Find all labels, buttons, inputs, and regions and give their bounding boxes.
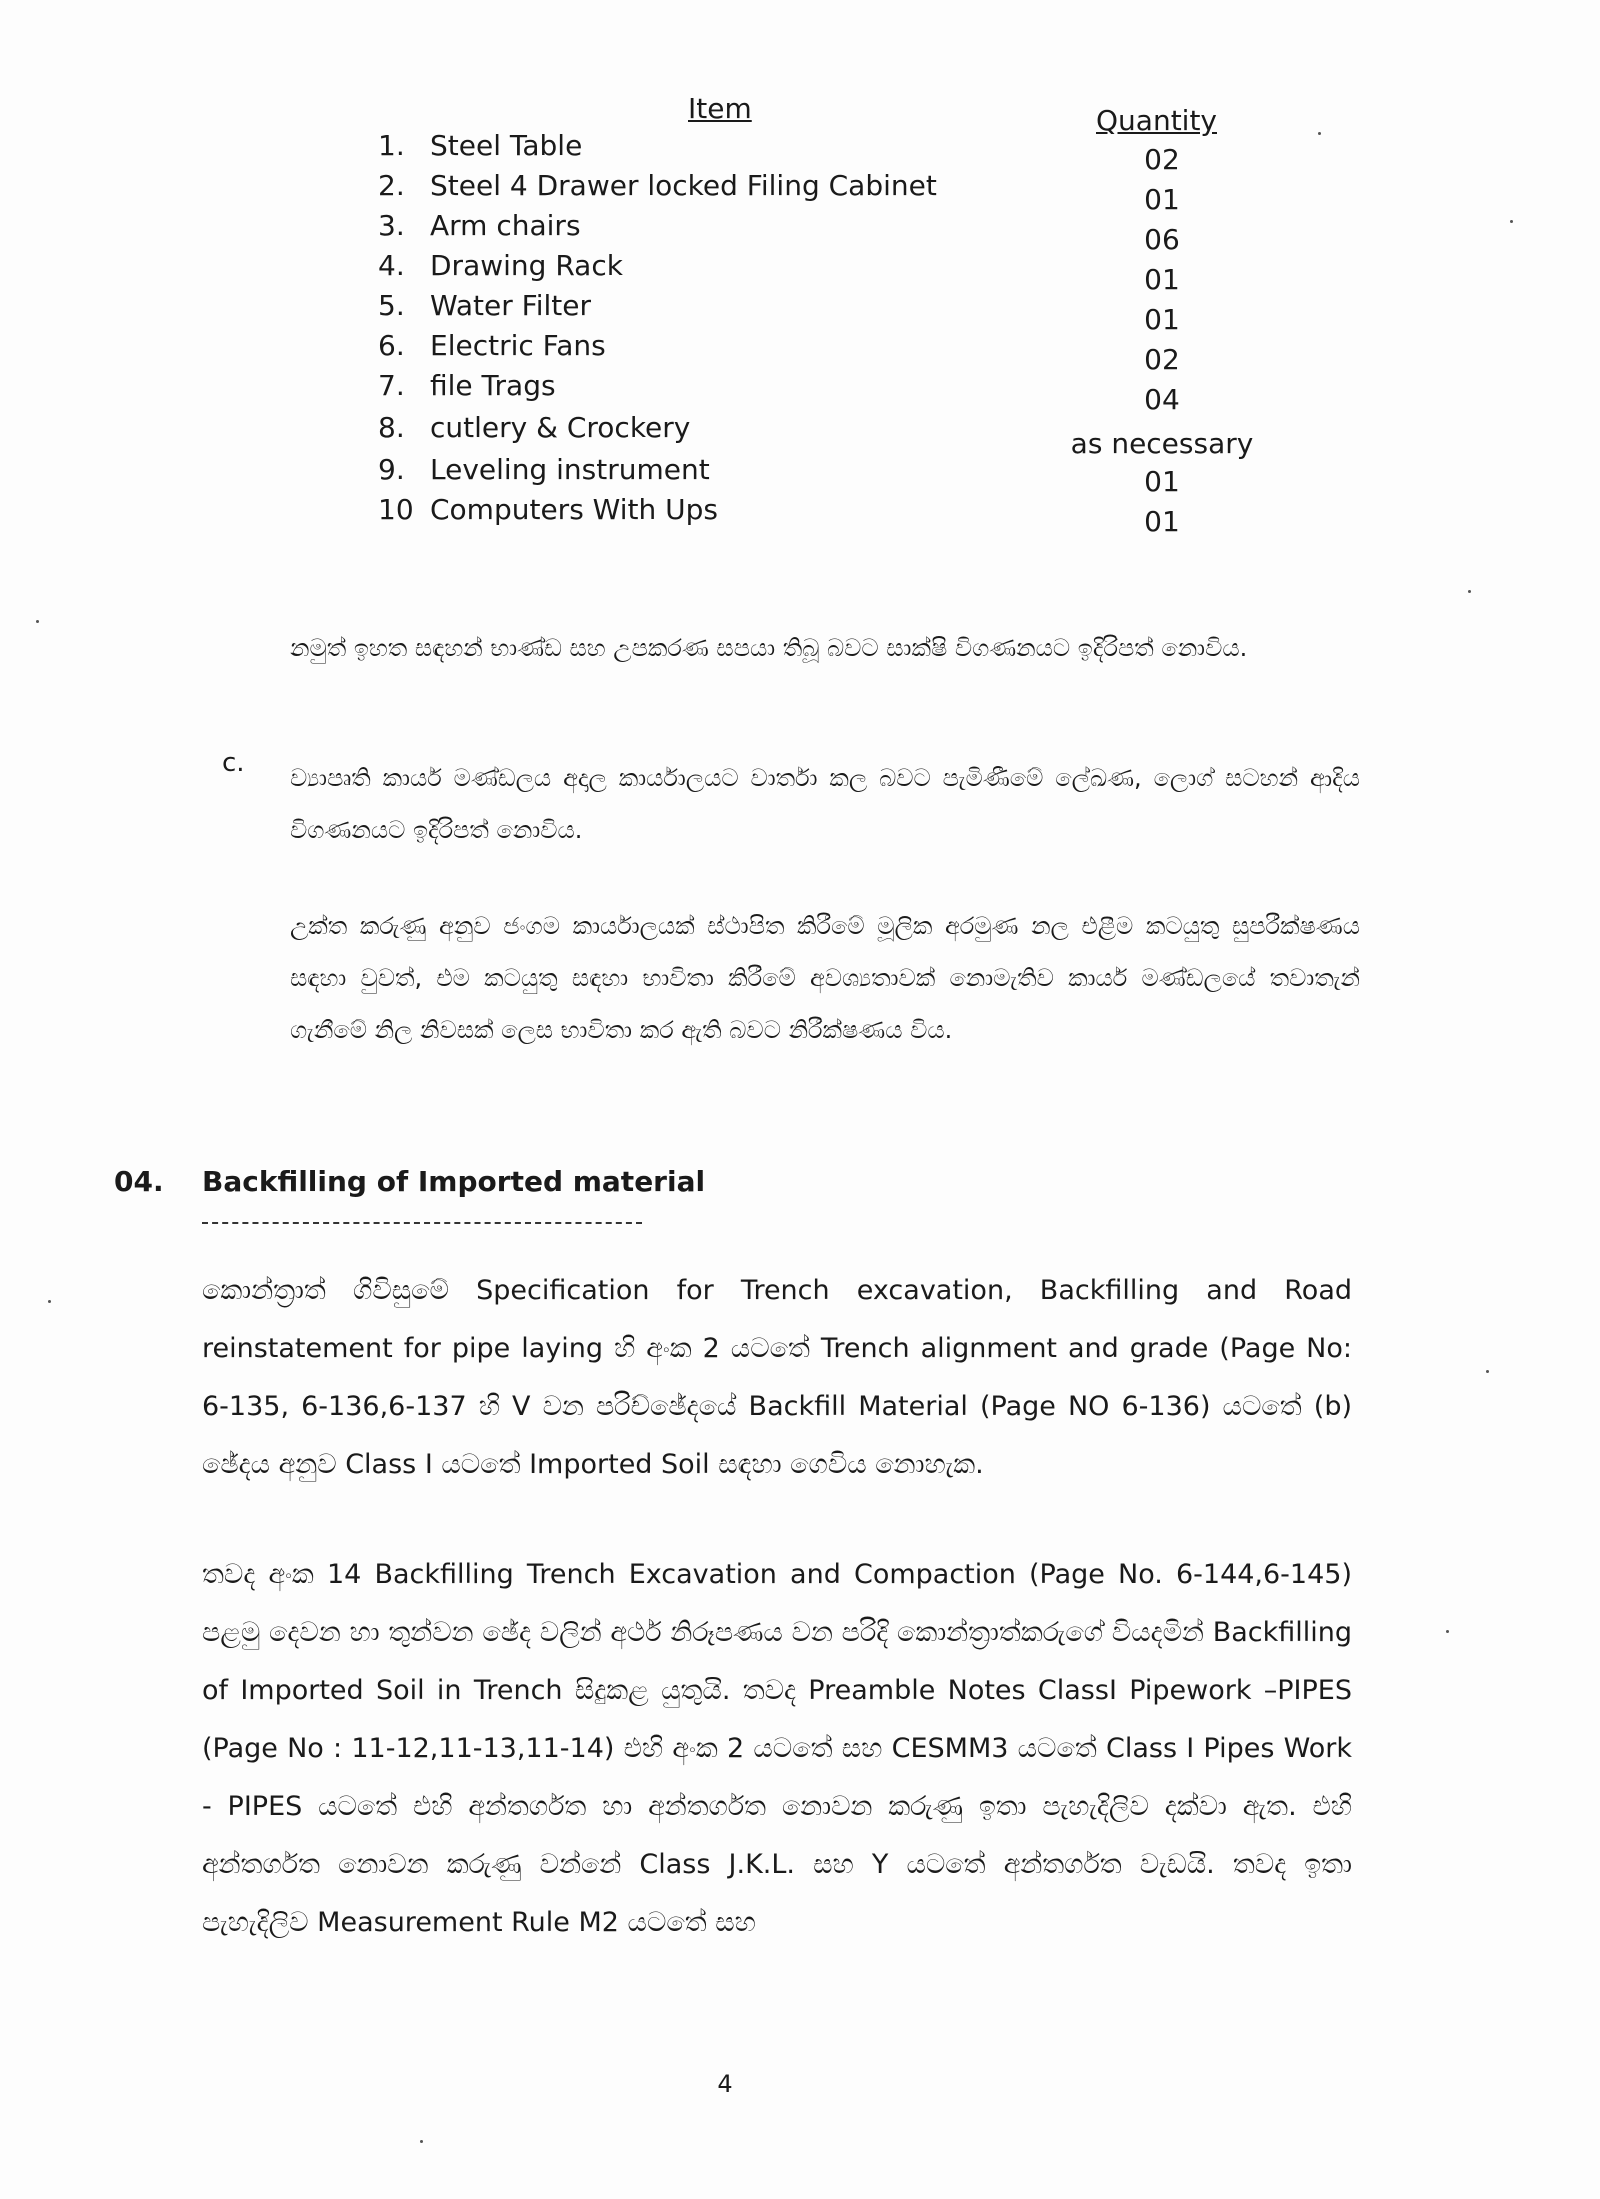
item-quantity: 01 — [1144, 303, 1180, 336]
item-name: file Trags — [430, 369, 556, 402]
paragraph-item-c: ව්‍යාපෘති කාර්ය මණ්ඩලය අදාල කාර්යාලයට වාර්තා කල බවට පැමිණීමේ ලේඛණ, ලොග් සටහන් ආදිය විගණනයට ඉදිරිපත් නොවිය. — [290, 764, 1360, 844]
section-title: Backfilling of Imported material — [202, 1165, 706, 1198]
scan-speck — [1486, 1370, 1489, 1373]
scan-speck — [1468, 590, 1471, 593]
scan-speck — [1446, 1630, 1449, 1633]
item-number: 2. — [378, 169, 405, 202]
item-name: Leveling instrument — [430, 453, 710, 486]
item-row — [378, 246, 1258, 296]
paragraph-evidence-not-submitted: නමුත් ඉහත සඳහන් භාණ්ඩ සහ උපකරණ සපයා තිබූ බවට සාක්ෂි විගණනයට ඉදිරිපත් නොවිය. — [290, 634, 1248, 662]
item-quantity: as necessary — [1070, 427, 1254, 460]
item-quantity: 01 — [1144, 465, 1180, 498]
section-title-underline — [202, 1222, 642, 1224]
item-name: Drawing Rack — [430, 249, 623, 282]
item-number: 5. — [378, 289, 405, 322]
item-row — [378, 326, 1258, 376]
item-quantity: 02 — [1144, 143, 1180, 176]
paragraph-backfill-material: කොන්ත්‍රාත් ගිවිසුමේ Specification for Trench excavation, Backfilling and Road reinstatement for pipe laying හි අංක 2 යටතේ Trench alignment and grade (Page No: 6-135, 6-136,6-137 හි V වන පරිච්ඡේදයේ Backfill Material (Page NO 6-136) යටතේ (b) ඡේදය අනුව Class I යටතේ Imported Soil සඳහා ගෙවිය නොහැක. — [202, 1275, 1352, 1480]
paragraph-backfilling-trench: තවද අංක 14 Backfilling Trench Excavation and Compaction (Page No. 6-144,6-145) පළමු දෙවන හා තුන්වන ඡේද වලින් අර්ථ නිරූපණය වන පරිදි කොන්ත්‍රාත්කරුගේ වියදමින් Backfilling of Imported Soil in Trench සිදුකළ යුතුයි. තවද Preamble Notes ClassI Pipework –PIPES (Page No : 11-12,11-13,11-14) එහි අංක 2 යටතේ සහ CESMM3 යටතේ Class I Pipes Work - PIPES යටතේ එහි අන්තර්ගත හා අන්තර්ගත නොවන කරුණු ඉතා පැහැදිලිව දක්වා ඇත. එහි අන්තර්ගත නොවන කරුණු වන්නේ Class J.K.L. සහ Y යටතේ අන්තර්ගත වැඩයි. තවද ඉතා පැහැදිලිව Measurement Rule M2 යටතේ සහ — [202, 1559, 1352, 1938]
item-quantity: 02 — [1144, 343, 1180, 376]
item-number: 6. — [378, 329, 405, 362]
item-number: 4. — [378, 249, 405, 282]
item-quantity: 06 — [1144, 223, 1180, 256]
section-number: 04. — [114, 1165, 164, 1198]
item-c-label: c. — [222, 748, 245, 778]
scan-speck — [420, 2140, 423, 2143]
items-header-item: Item — [688, 92, 752, 125]
item-row — [378, 206, 1258, 256]
item-name: cutlery & Crockery — [430, 411, 691, 444]
item-number: 9. — [378, 453, 405, 486]
item-number: 3. — [378, 209, 405, 242]
items-header-quantity: Quantity — [1096, 104, 1217, 137]
item-row — [378, 366, 1258, 416]
scan-speck — [36, 620, 39, 623]
item-quantity: 01 — [1144, 183, 1180, 216]
scan-speck — [48, 1300, 51, 1303]
item-quantity: 01 — [1144, 505, 1180, 538]
item-quantity: 01 — [1144, 263, 1180, 296]
item-number: 8. — [378, 411, 405, 444]
item-name: Arm chairs — [430, 209, 581, 242]
scan-speck — [1510, 220, 1513, 223]
item-row — [378, 166, 1258, 216]
item-name: Electric Fans — [430, 329, 606, 362]
item-quantity: 04 — [1144, 383, 1180, 416]
item-number: 1. — [378, 129, 405, 162]
item-row — [378, 490, 1258, 538]
item-number: 10 — [378, 493, 414, 526]
item-row — [378, 286, 1258, 336]
scan-speck — [1318, 132, 1321, 135]
item-name: Computers With Ups — [430, 493, 719, 526]
page-number: 4 — [717, 2070, 733, 2098]
item-row — [378, 408, 1258, 460]
item-name: Steel Table — [430, 129, 583, 162]
item-name: Steel 4 Drawer locked Filing Cabinet — [430, 169, 937, 202]
item-row — [378, 450, 1258, 498]
item-row — [378, 126, 1258, 176]
paragraph-conclusion: උක්ත කරුණු අනුව ජංගම කාර්යාලයක් ස්ථාපිත කිරීමේ මූලික අරමුණ නල එළීම කටයුතු සුපරීක්ෂණය සඳහා වුවත්, එම කටයුතු සඳහා භාවිතා කිරීමේ අවශ්‍යතාවක් නොමැතිව කාර්ය මණ්ඩලයේ තවාතැන් ගැනීමේ නිල නිවසක් ලෙස භාවිතා කර ඇති බවට නිරීක්ෂණය විය. — [290, 912, 1360, 1044]
item-number: 7. — [378, 369, 405, 402]
item-name: Water Filter — [430, 289, 592, 322]
